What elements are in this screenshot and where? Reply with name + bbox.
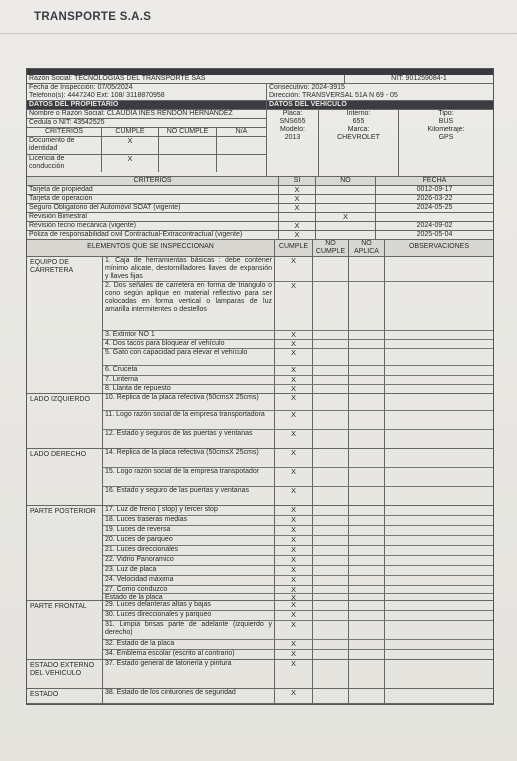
observaciones-cell	[385, 487, 493, 505]
inspection-item-row	[103, 430, 493, 448]
observaciones-cell	[385, 660, 493, 688]
no-aplica-cell	[349, 487, 385, 505]
no-cumple-cell	[313, 487, 349, 505]
item-description: 15. Logo razón social de la empresa transpotador	[103, 468, 275, 486]
cumple-mark: X	[275, 621, 313, 639]
inspection-item-row	[103, 385, 493, 393]
no-aplica-cell	[349, 536, 385, 545]
owner-vehicle-block	[27, 101, 493, 177]
section-items	[103, 394, 493, 448]
cumple-mark: X	[275, 430, 313, 448]
observaciones-cell	[385, 576, 493, 585]
inspection-item-row	[103, 621, 493, 640]
no-aplica-cell	[349, 430, 385, 448]
doc-id-cumple-mark: X	[102, 137, 159, 154]
no-cumple-cell	[313, 586, 349, 593]
observaciones-cell	[385, 566, 493, 575]
no-aplica-cell	[349, 449, 385, 467]
inspection-item-row	[103, 516, 493, 526]
interno-label: Interno:	[346, 110, 371, 117]
cumple-mark: X	[275, 640, 313, 649]
section-label: PARTE FRONTAL	[27, 601, 103, 659]
section-items	[103, 257, 493, 393]
observaciones-cell	[385, 601, 493, 610]
no-cumple-cell	[313, 650, 349, 659]
modelo-label: Modelo:	[280, 126, 305, 133]
header-row-1	[27, 75, 493, 84]
inspection-section	[27, 601, 493, 660]
observaciones-cell	[385, 506, 493, 515]
cumple-mark: X	[275, 468, 313, 486]
inspection-item-row	[103, 349, 493, 366]
owner-name: Nombre o Razón Social: CLAUDIA INES RENDON HERNANDEZ	[29, 110, 233, 117]
no-aplica-cell	[349, 506, 385, 515]
inspection-form	[26, 68, 494, 705]
doc-row: Revisión tecno mecánica (vigente) X 2024-09-02	[27, 222, 493, 231]
observaciones-cell	[385, 586, 493, 593]
item-description: 24. Velocidad máxima	[103, 576, 275, 585]
no-aplica-cell	[349, 689, 385, 703]
cumple-mark: X	[275, 449, 313, 467]
item-description: 7. Linterna	[103, 376, 275, 384]
observaciones-cell	[385, 689, 493, 703]
no-cumple-cell	[313, 349, 349, 365]
no-aplica-cell	[349, 257, 385, 281]
item-description: 38. Estado de los cinturones de seguridad	[103, 689, 275, 703]
no-cumple-cell	[313, 601, 349, 610]
modelo-value: 2013	[284, 134, 301, 141]
cumple-mark: X	[275, 282, 313, 330]
razon-social: Razón Social: TECNOLOGIAS DEL TRANSPORTE SAS	[27, 75, 345, 83]
doc-row: Revisión Bimestral X	[27, 213, 493, 222]
doc-row: Tarjeta de propiedad X 0012-09-17	[27, 186, 493, 195]
inspection-sections	[27, 257, 493, 704]
section-label: PARTE POSTERIOR	[27, 506, 103, 600]
inspection-item-row	[103, 536, 493, 546]
cumple-mark: X	[275, 576, 313, 585]
section-label: LADO IZQUIERDO	[27, 394, 103, 448]
inspection-section	[27, 257, 493, 394]
no-cumple-cell	[313, 394, 349, 410]
km-label: Kilometraje:	[427, 126, 465, 133]
observaciones-cell	[385, 340, 493, 348]
no-cumple-cell	[313, 660, 349, 688]
direccion: Dirección: TRANSVERSAL 51A N 69 - 05	[269, 92, 398, 99]
cumple-mark: X	[275, 411, 313, 429]
section-label: LADO DERECHO	[27, 449, 103, 505]
item-description: 3. Extintor NO 1	[103, 331, 275, 339]
inspection-item-row	[103, 506, 493, 516]
header-row-2	[27, 84, 493, 92]
inspection-item-row	[103, 566, 493, 576]
item-description: 12. Estado y seguros de las puertas y ventanas	[103, 430, 275, 448]
consecutivo: Consecutivo: 2024-3915	[269, 84, 345, 91]
section-label: ESTADO EXTERNO DEL VEHICULO	[27, 660, 103, 688]
no-cumple-cell	[313, 566, 349, 575]
no-cumple-cell	[313, 257, 349, 281]
no-aplica-cell	[349, 349, 385, 365]
vehicle-row-1	[267, 110, 493, 126]
tipo-value: BUS	[438, 118, 454, 125]
no-cumple-cell	[313, 430, 349, 448]
observaciones-cell	[385, 257, 493, 281]
inspection-section	[27, 660, 493, 689]
no-aplica-cell	[349, 546, 385, 555]
item-description: 20. Luces de parqueo	[103, 536, 275, 545]
observaciones-cell	[385, 516, 493, 525]
observaciones-cell	[385, 594, 493, 600]
observaciones-cell	[385, 556, 493, 565]
no-aplica-cell	[349, 394, 385, 410]
inspection-header: ELEMENTOS QUE SE INSPECCIONAN CUMPLE NO CUMPLE NO APLICA OBSERVACIONES	[27, 240, 493, 257]
cumple-mark: X	[275, 566, 313, 575]
no-cumple-cell	[313, 611, 349, 620]
cumple-mark: X	[275, 331, 313, 339]
section-items	[103, 660, 493, 688]
no-aplica-cell	[349, 526, 385, 535]
no-aplica-cell	[349, 621, 385, 639]
no-aplica-cell	[349, 586, 385, 593]
inspection-item-row	[103, 282, 493, 331]
inspection-section	[27, 506, 493, 601]
inspection-section	[27, 449, 493, 506]
marca-label: Marca:	[347, 126, 370, 133]
item-description: 4. Dos tacos para bloquear el vehículo	[103, 340, 275, 348]
item-description: 2. Dos señales de carretera en forma de triangulo o cono según aplique en material reflectivo para ser colocadas en forma vertical o lamparas de luz amarilla intermitentes o destellos	[103, 282, 275, 330]
no-cumple-cell	[313, 594, 349, 600]
item-description: 17. Luz de freno ( stop) y tercer stop	[103, 506, 275, 515]
cumple-mark: X	[275, 385, 313, 393]
item-description: 6. Cruceta	[103, 366, 275, 375]
owner-license-row: Licencia de conducción X	[27, 155, 266, 172]
observaciones-cell	[385, 536, 493, 545]
section-items	[103, 601, 493, 659]
inspection-item-row	[103, 257, 493, 282]
observaciones-cell	[385, 376, 493, 384]
cumple-mark: X	[275, 526, 313, 535]
placa-label: Placa:	[282, 110, 303, 117]
no-cumple-cell	[313, 506, 349, 515]
cumple-mark: X	[275, 536, 313, 545]
observaciones-cell	[385, 546, 493, 555]
inspection-item-row	[103, 366, 493, 376]
inspection-item-row	[103, 689, 493, 703]
cumple-mark: X	[275, 586, 313, 593]
doc-row: Seguro Obligatorio del Automóvil SOAT (vigente) X 2024-05-25	[27, 204, 493, 213]
no-cumple-cell	[313, 411, 349, 429]
no-cumple-cell	[313, 546, 349, 555]
item-description: 27. Como conduzco	[103, 586, 275, 593]
no-cumple-cell	[313, 376, 349, 384]
vehicle-block	[267, 101, 493, 176]
observaciones-cell	[385, 621, 493, 639]
no-aplica-cell	[349, 650, 385, 659]
vehicle-title: DATOS DEL VEHICULO	[267, 101, 493, 110]
observaciones-cell	[385, 385, 493, 393]
no-cumple-cell	[313, 536, 349, 545]
no-aplica-cell	[349, 411, 385, 429]
observaciones-cell	[385, 349, 493, 365]
item-description: 8. Llanta de repuesto	[103, 385, 275, 393]
inspection-item-row	[103, 586, 493, 594]
no-cumple-cell	[313, 331, 349, 339]
owner-doc-id-row: Documento de identidad X	[27, 137, 266, 155]
no-cumple-cell	[313, 576, 349, 585]
inspection-item-row	[103, 594, 493, 600]
inspection-item-row	[103, 331, 493, 340]
item-description: 21. Luces direccionales	[103, 546, 275, 555]
item-description: 34. Emblema escolar (escrito al contrario)	[103, 650, 275, 659]
no-cumple-cell	[313, 526, 349, 535]
cumple-mark: X	[275, 660, 313, 688]
item-description: 22. Vidrio Panoramico	[103, 556, 275, 565]
inspection-item-row	[103, 468, 493, 487]
observaciones-cell	[385, 640, 493, 649]
no-cumple-cell	[313, 640, 349, 649]
cumple-mark: X	[275, 650, 313, 659]
no-aplica-cell	[349, 366, 385, 375]
no-cumple-cell	[313, 556, 349, 565]
item-description: 32. Estado de la placa	[103, 640, 275, 649]
no-aplica-cell	[349, 376, 385, 384]
tipo-label: Tipo:	[438, 110, 454, 117]
inspection-item-row	[103, 449, 493, 468]
inspection-section	[27, 689, 493, 704]
inspection-item-row	[103, 411, 493, 430]
owner-title: DATOS DEL PROPIETARIO	[27, 101, 266, 110]
no-cumple-cell	[313, 282, 349, 330]
item-description: Estado de la placa	[103, 594, 275, 600]
section-items	[103, 449, 493, 505]
cumple-mark: X	[275, 594, 313, 600]
observaciones-cell	[385, 411, 493, 429]
item-description: 14. Replica de la placa refectiva (50cmsX 25cms)	[103, 449, 275, 467]
item-description: 11. Logo razón social de la empresa transportadora	[103, 411, 275, 429]
item-description: 5. Gato con capacidad para elevar el vehículo	[103, 349, 275, 365]
section-label: ESTADO	[27, 689, 103, 703]
km-value: GPS	[438, 134, 454, 141]
cumple-mark: X	[275, 506, 313, 515]
no-aplica-cell	[349, 576, 385, 585]
inspection-item-row	[103, 576, 493, 586]
no-cumple-cell	[313, 340, 349, 348]
no-aplica-cell	[349, 331, 385, 339]
item-description: 1. Caja de herramientas básicas : debe contener mínimo alicate, destornilladores llaves de expansión y llaves fijas	[103, 257, 275, 281]
inspection-item-row	[103, 650, 493, 659]
item-description: 30. Luces direccionales y parqueo	[103, 611, 275, 620]
doc-row: Póliza de responsabilidad civil Contractual-Extracontractual (vigente) X 2025-05-04	[27, 231, 493, 240]
inspection-item-row	[103, 546, 493, 556]
placa-value: SNS655	[279, 118, 306, 125]
cumple-mark: X	[275, 366, 313, 375]
cumple-mark: X	[275, 689, 313, 703]
observaciones-cell	[385, 526, 493, 535]
cumple-mark: X	[275, 257, 313, 281]
cumple-mark: X	[275, 546, 313, 555]
observaciones-cell	[385, 611, 493, 620]
cumple-mark: X	[275, 376, 313, 384]
no-aplica-cell	[349, 640, 385, 649]
inspection-item-row	[103, 376, 493, 385]
observaciones-cell	[385, 394, 493, 410]
header-divider	[0, 33, 517, 34]
doc-row: Tarjeta de operación X 2026-03-22	[27, 195, 493, 204]
inspection-item-row	[103, 526, 493, 536]
no-aplica-cell	[349, 340, 385, 348]
inspection-item-row	[103, 394, 493, 411]
vehicle-row-2	[267, 126, 493, 176]
cumple-mark: X	[275, 556, 313, 565]
owner-id: Cedula o NIT: 43542525	[29, 119, 105, 126]
no-aplica-cell	[349, 468, 385, 486]
no-cumple-cell	[313, 468, 349, 486]
observaciones-cell	[385, 366, 493, 375]
cumple-mark: X	[275, 487, 313, 505]
observaciones-cell	[385, 650, 493, 659]
inspection-item-row	[103, 611, 493, 621]
observaciones-cell	[385, 468, 493, 486]
no-cumple-cell	[313, 689, 349, 703]
no-cumple-cell	[313, 516, 349, 525]
no-aplica-cell	[349, 282, 385, 330]
no-aplica-cell	[349, 611, 385, 620]
license-cumple-mark: X	[102, 155, 159, 172]
owner-criteria-header: CRITERIOS CUMPLE NO CUMPLE N/A	[27, 128, 266, 137]
observaciones-cell	[385, 449, 493, 467]
inspection-item-row	[103, 660, 493, 688]
interno-value: 655	[352, 118, 365, 125]
docs-rows	[27, 186, 493, 240]
no-cumple-cell	[313, 366, 349, 375]
telefonos: Telefono(s): 4447240 Ext: 108/ 3118870958	[27, 92, 267, 100]
brand-title: TRANSPORTE S.A.S	[34, 11, 152, 23]
item-description: 29. Luces delanteras altas y bajas	[103, 601, 275, 610]
no-aplica-cell	[349, 556, 385, 565]
section-items	[103, 506, 493, 600]
no-aplica-cell	[349, 601, 385, 610]
cumple-mark: X	[275, 340, 313, 348]
no-aplica-cell	[349, 594, 385, 600]
no-aplica-cell	[349, 385, 385, 393]
item-description: 23. Luz de placa	[103, 566, 275, 575]
observaciones-cell	[385, 331, 493, 339]
cumple-mark: X	[275, 611, 313, 620]
inspection-item-row	[103, 487, 493, 505]
item-description: 31. Limpia brisas parte de adelante (izquierdo y derecho)	[103, 621, 275, 639]
cumple-mark: X	[275, 394, 313, 410]
no-aplica-cell	[349, 660, 385, 688]
cumple-mark: X	[275, 601, 313, 610]
fecha-inspeccion: Fecha de Inspección: 07/05/2024	[27, 84, 267, 92]
owner-block	[27, 101, 267, 176]
no-cumple-cell	[313, 449, 349, 467]
section-items	[103, 689, 493, 703]
observaciones-cell	[385, 282, 493, 330]
marca-value: CHEVROLET	[337, 134, 380, 141]
inspection-section	[27, 394, 493, 449]
inspection-item-row	[103, 601, 493, 611]
no-aplica-cell	[349, 566, 385, 575]
item-description: 19. Luces de reversa	[103, 526, 275, 535]
section-label: EQUIPO DE CARRETERA	[27, 257, 103, 393]
no-aplica-cell	[349, 516, 385, 525]
item-description: 10. Replica de la placa refectiva (50cmsX 25cms)	[103, 394, 275, 410]
item-description: 18. Luces traseras medias	[103, 516, 275, 525]
cumple-mark: X	[275, 516, 313, 525]
inspection-item-row	[103, 640, 493, 650]
no-cumple-cell	[313, 621, 349, 639]
docs-header: CRITERIOS SI NO FECHA	[27, 177, 493, 186]
item-description: 16. Estado y seguro de las puertas y ventanas	[103, 487, 275, 505]
cumple-mark: X	[275, 349, 313, 365]
item-description: 37. Estado general de latonería y pintura	[103, 660, 275, 688]
nit-empresa: NIT: 901259084-1	[391, 75, 447, 82]
inspection-item-row	[103, 556, 493, 566]
inspection-item-row	[103, 340, 493, 349]
header-row-3	[27, 92, 493, 101]
no-cumple-cell	[313, 385, 349, 393]
observaciones-cell	[385, 430, 493, 448]
